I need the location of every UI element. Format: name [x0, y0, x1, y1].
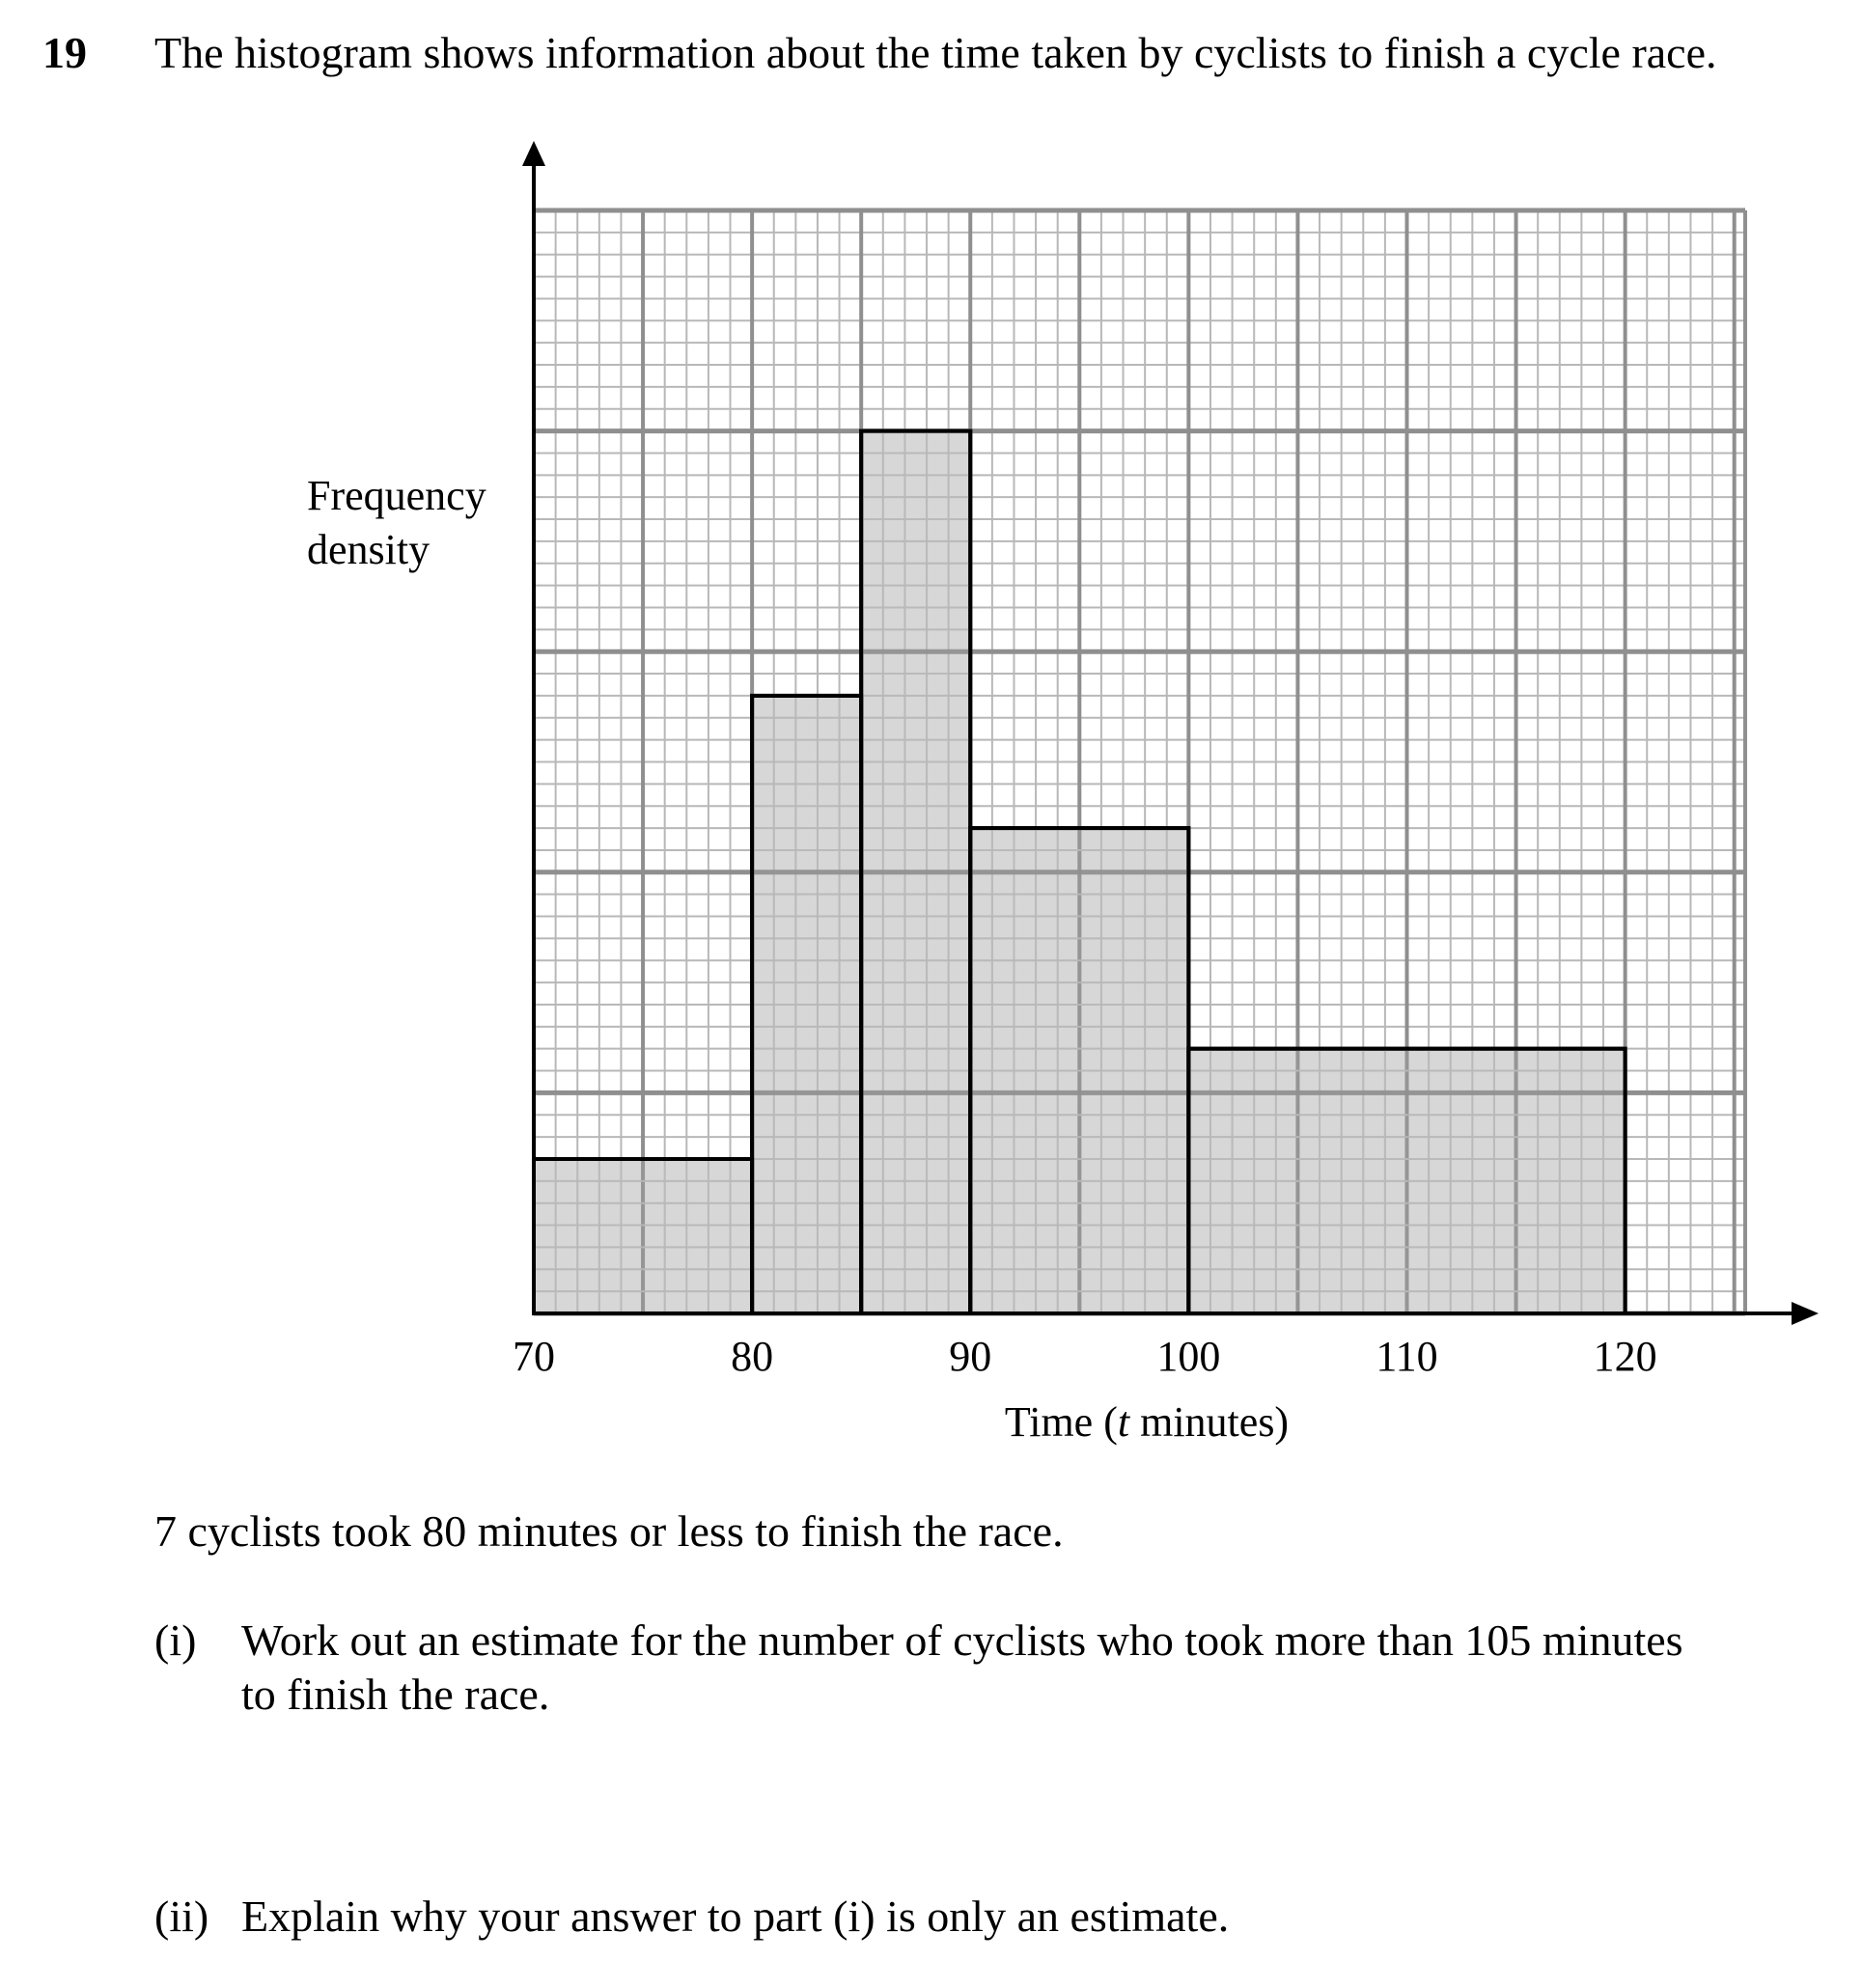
x-axis-label-suffix: minutes)	[1129, 1398, 1290, 1446]
part-ii-text: Explain why your answer to part (i) is only an estimate.	[241, 1891, 1230, 1941]
x-tick-label: 120	[1593, 1333, 1657, 1380]
question-stem: The histogram shows information about the time taken by cyclists to finish a cycle race.	[154, 28, 1717, 77]
x-axis-arrowhead	[1792, 1302, 1819, 1325]
y-axis-arrowhead	[522, 141, 545, 166]
x-tick-label: 80	[731, 1333, 774, 1380]
question-number: 19	[42, 28, 87, 77]
question-part-i	[154, 1614, 1795, 1729]
y-axis-label-line-2: density	[307, 526, 431, 573]
x-axis-label	[1005, 1398, 1289, 1446]
part-ii-label: (ii)	[154, 1891, 209, 1941]
x-tick-label: 110	[1376, 1333, 1438, 1380]
x-tick-label: 100	[1156, 1333, 1221, 1380]
y-axis-label-line-1: Frequency	[307, 472, 486, 519]
x-tick-label: 70	[513, 1333, 555, 1380]
x-tick-label: 90	[949, 1333, 992, 1380]
part-i-text: Work out an estimate for the number of cyclists who took more than 105 minutes to finish the race.	[241, 1615, 1683, 1719]
part-i-label: (i)	[154, 1615, 197, 1665]
question-info: 7 cyclists took 80 minutes or less to finish the race.	[154, 1506, 1064, 1556]
x-axis-label-variable: t	[1117, 1398, 1130, 1446]
x-axis-label-prefix: Time (	[1004, 1398, 1118, 1446]
x-tick-labels	[513, 1333, 1657, 1380]
question-part-ii	[154, 1890, 1795, 1947]
